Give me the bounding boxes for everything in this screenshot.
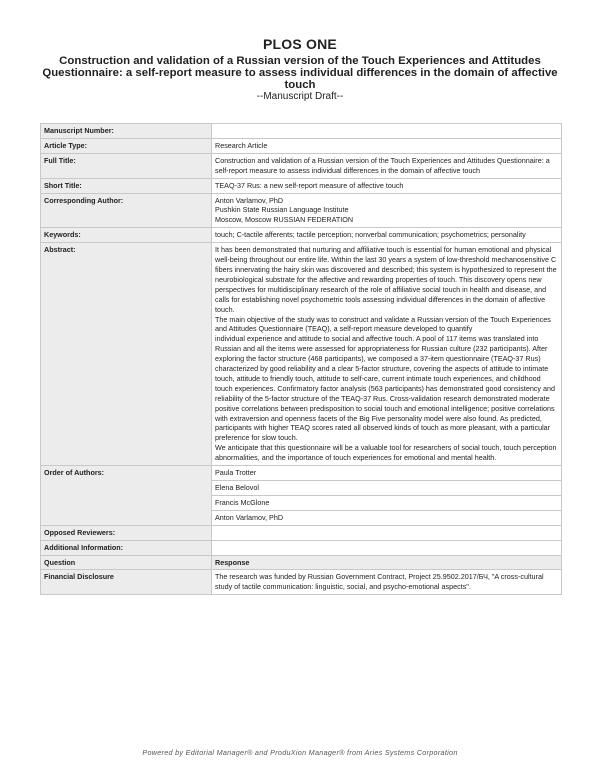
field-label: Financial Disclosure (41, 570, 212, 595)
response-column-header: Response (212, 555, 562, 570)
field-value (212, 540, 562, 555)
field-label: Manuscript Number: (41, 124, 212, 139)
page-footer: Powered by Editorial Manager® and ProduXion Manager® from Aries Systems Corporation (142, 748, 458, 757)
field-label: Short Title: (41, 178, 212, 193)
field-value (212, 525, 562, 540)
field-label: Additional Information: (41, 540, 212, 555)
abstract-text: It has been demonstrated that nurturing and affiliative touch is essential for human emotional and physical well-being throughout our entire life. Within the last 30 years a system of low-threshold mechanosensitive C fibers innervating the hairy skin was discovered and described; this system is hypothesized to represent the neurobiological substrate for the affective and rewarding properties of touch. This discovery opens new perspectives for multidisciplinary research of the role of affiliative social touch in health and disease, and calls for establishing novel psychometric tools assessing individual differences in the domain of affective touch. The main objective of the study was to construct and validate a Russian version of the Touch Experiences and Attitudes Questionnaire (TEAQ), a self-report measure developed to quantify individual experience and attitude to social and affective touch. A pool of 117 items was translated into Russian and all the items were assessed for appropriateness for Russian culture (232 participants). After exploring the factor structure (468 participants), we composed a 37-item questionnaire (TEAQ-37 Rus) characterized by good reliability and a clear 5-factor structure, covering the aspects of attitude to intimate touch, attitude to friendly touch, attitude to self-care, current intimate touch experiences, and childhood touch experiences. Confirmatory factor analysis (563 participants) has demonstrated good consistency and reliability of the 5-factor structure of the TEAQ-37 Rus. Cross-validation research demonstrated moderate positive correlations between predisposition to social touch and emotional intelligence; positive correlations with extraversion and openness facets of the Big Five personality model were also found. As predicted, participants with higher TEAQ scores rated all observed kinds of touch as more pleasant, with a particular preference for slow touch. We anticipate that this questionnaire will be a valuable tool for researchers of social touch, touch perception abnormalities, and the importance of touch experiences for emotional and mental health. (212, 243, 562, 466)
document-header (0, 0, 600, 102)
field-label: Keywords: (41, 228, 212, 243)
field-value: Anton Varlamov, PhD Pushkin State Russian Language Institute Moscow, Moscow RUSSIAN FEDERATION (212, 193, 562, 228)
field-label: Opposed Reviewers: (41, 525, 212, 540)
question-column-header: Question (41, 555, 212, 570)
field-value: TEAQ-37 Rus: a new self-report measure of affective touch (212, 178, 562, 193)
field-value (212, 124, 562, 139)
row-full-title (41, 153, 562, 178)
field-value: The research was funded by Russian Government Contract, Project 25.9502.2017/БЧ, "A cross-cultural study of tactile communication: linguistic, social, and psycho-emotional aspects". (212, 570, 562, 595)
row-question-header (41, 555, 562, 570)
row-order-of-authors (41, 466, 562, 481)
field-label: Abstract: (41, 243, 212, 466)
row-opposed-reviewers (41, 525, 562, 540)
field-label: Article Type: (41, 138, 212, 153)
row-article-type (41, 138, 562, 153)
field-value: Construction and validation of a Russian version of the Touch Experiences and Attitudes Questionnaire: a self-report measure to assess individual differences in the domain of affective touch (212, 153, 562, 178)
manuscript-title: Construction and validation of a Russian version of the Touch Experiences and Attitudes Questionnaire: a self-report measure to assess individual differences in the domain of affective touch (42, 55, 558, 91)
field-label: Corresponding Author: (41, 193, 212, 228)
manuscript-draft-label: --Manuscript Draft-- (256, 91, 344, 102)
field-label: Full Title: (41, 153, 212, 178)
field-value: Research Article (212, 138, 562, 153)
author-name: Anton Varlamov, PhD (212, 510, 562, 525)
row-short-title (41, 178, 562, 193)
row-manuscript-number (41, 124, 562, 139)
field-label: Order of Authors: (41, 466, 212, 526)
row-financial-disclosure (41, 570, 562, 595)
author-name: Elena Belovol (212, 481, 562, 496)
field-value: touch; C-tactile afferents; tactile perception; nonverbal communication; psychometrics; personality (212, 228, 562, 243)
author-name: Francis McGlone (212, 495, 562, 510)
manuscript-metadata-table (40, 123, 562, 595)
row-additional-information (41, 540, 562, 555)
row-abstract (41, 243, 562, 466)
author-name: Paula Trotter (212, 466, 562, 481)
journal-name: PLOS ONE (263, 36, 337, 52)
row-corresponding-author (41, 193, 562, 228)
row-keywords (41, 228, 562, 243)
